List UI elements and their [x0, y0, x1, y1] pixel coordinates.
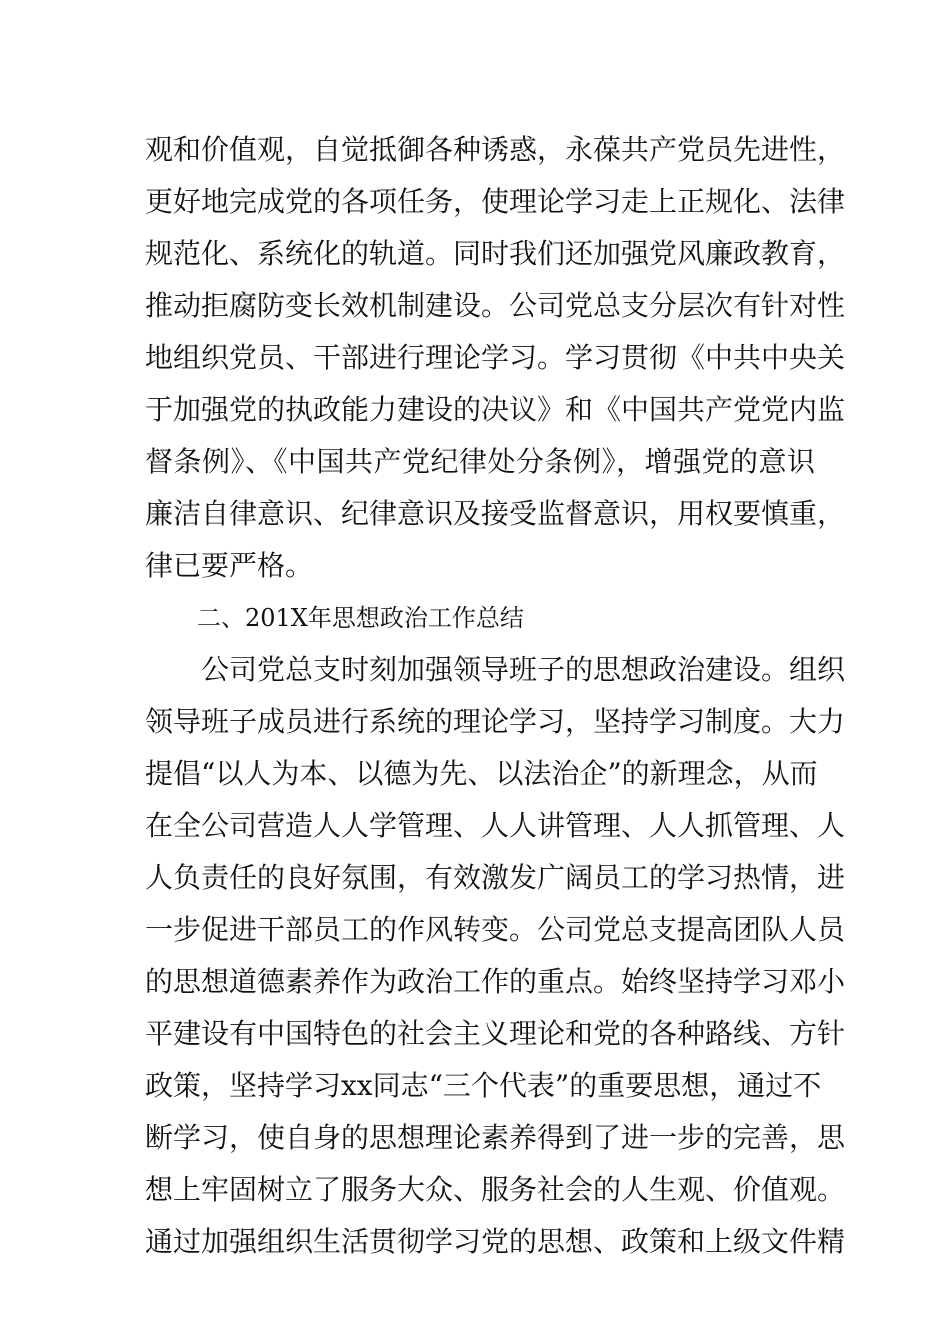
text-line: 通过加强组织生活贯彻学习党的思想、政策和上级文件精	[145, 1225, 846, 1258]
text-line: 提倡“以人为本、以德为先、以法治企”的新理念，从而	[145, 757, 818, 790]
text-line: 督条例》、《中国共产党纪律处分条例》，增强党的意识	[145, 445, 815, 478]
text-line: 政策，坚持学习xx同志“三个代表”的重要思想，通过不	[145, 1069, 822, 1102]
text-line: 规范化、系统化的轨道。同时我们还加强党风廉政教育，	[145, 237, 846, 270]
section-heading: 二、201X年思想政治工作总结	[197, 604, 524, 632]
text-line: 人负责任的良好氛围，有效激发广阔员工的学习热情，进	[145, 861, 846, 894]
text-line: 于加强党的执政能力建设的决议》和《中国共产党党内监	[145, 393, 846, 426]
text-line: 律已要严格。	[145, 549, 314, 582]
text-line: 推动拒腐防变长效机制建设。公司党总支分层次有针对性	[145, 289, 846, 322]
text-line: 廉洁自律意识、纪律意识及接受监督意识，用权要慎重，	[145, 497, 846, 530]
text-line: 观和价值观，自觉抵御各种诱惑，永葆共产党员先进性，	[145, 133, 846, 166]
text-line: 断学习，使自身的思想理论素养得到了进一步的完善，思	[145, 1121, 846, 1154]
text-line: 平建设有中国特色的社会主义理论和党的各种路线、方针	[145, 1017, 846, 1050]
text-line: 地组织党员、干部进行理论学习。学习贯彻《中共中央关	[145, 341, 846, 374]
text-line: 的思想道德素养作为政治工作的重点。始终坚持学习邓小	[145, 965, 846, 998]
text-line: 一步促进干部员工的作风转变。公司党总支提高团队人员	[145, 913, 846, 946]
text-line: 公司党总支时刻加强领导班子的思想政治建设。组织	[201, 653, 846, 686]
text-line: 想上牢固树立了服务大众、服务社会的人生观、价值观。	[145, 1173, 846, 1206]
text-line: 更好地完成党的各项任务，使理论学习走上正规化、法律	[145, 185, 846, 218]
text-line: 在全公司营造人人学管理、人人讲管理、人人抓管理、人	[145, 809, 846, 842]
text-line: 领导班子成员进行系统的理论学习，坚持学习制度。大力	[145, 705, 846, 738]
body-text	[145, 126, 846, 1270]
